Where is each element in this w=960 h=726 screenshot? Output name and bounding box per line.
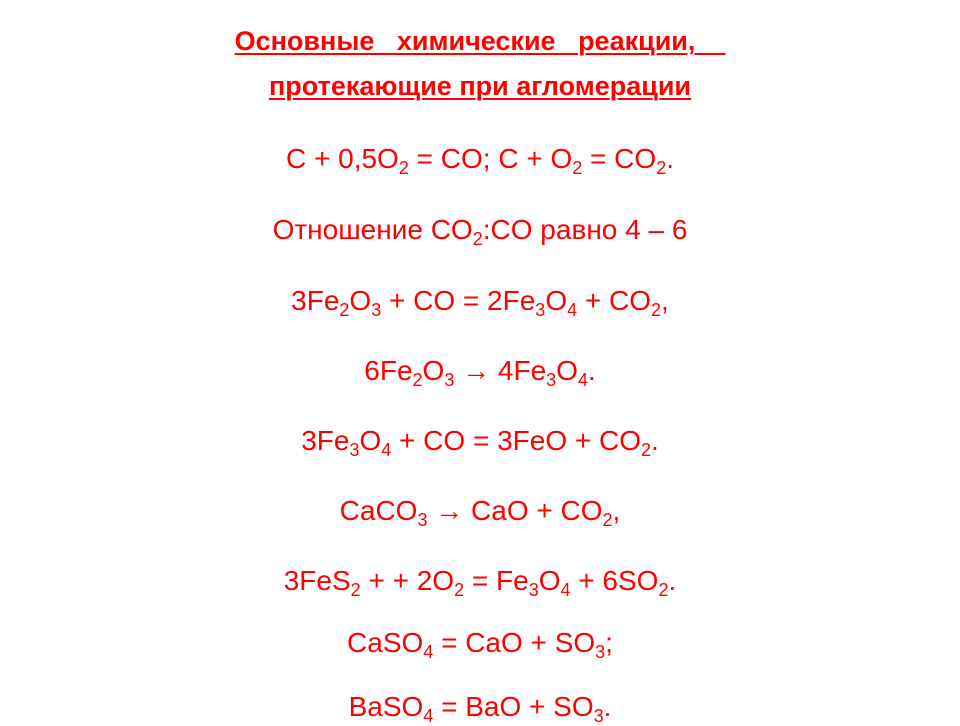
formula-text: :CO равно 4 – 6 <box>482 214 688 245</box>
subscript: 2 <box>350 580 361 600</box>
reaction-line <box>0 213 960 247</box>
formula-text: = CaO + SO <box>433 627 596 658</box>
subscript: 2 <box>658 580 669 600</box>
formula-text: 3FeS <box>283 565 351 596</box>
formula-text: Отношение CO <box>272 214 473 245</box>
formula-text: . <box>603 691 612 722</box>
reaction-line <box>0 354 960 388</box>
subscript: 2 <box>398 158 409 178</box>
formula-text: . <box>651 425 659 456</box>
subscript: 3 <box>535 300 546 320</box>
subscript: 2 <box>572 158 583 178</box>
formula-text: O <box>349 285 372 316</box>
slide-title-line-2: протекающие при агломерации <box>268 71 692 101</box>
formula-text: , <box>612 495 621 526</box>
subscript: 3 <box>528 580 539 600</box>
formula-text: = BaO + SO <box>433 691 594 722</box>
subscript: 4 <box>423 706 434 726</box>
formula-text: = CO; C + O <box>408 143 573 174</box>
subscript: 2 <box>656 158 667 178</box>
formula-text: O <box>545 285 568 316</box>
subscript: 4 <box>577 370 588 390</box>
formula-text: + + 2O <box>360 565 455 596</box>
slide-title-line-1: Основные химические реакции, <box>234 26 726 56</box>
formula-text: 3Fe <box>291 285 340 316</box>
reaction-line <box>0 626 960 660</box>
formula-text: = Fe <box>464 565 529 596</box>
reaction-line <box>0 690 960 724</box>
formula-text: + 6SO <box>570 565 659 596</box>
reaction-line <box>0 424 960 458</box>
formula-text: + CO <box>577 285 652 316</box>
reaction-line <box>0 494 960 528</box>
subscript: 2 <box>412 370 423 390</box>
formula-text: O <box>556 355 578 386</box>
subscript: 3 <box>546 370 557 390</box>
subscript: 4 <box>560 580 571 600</box>
formula-text: CaCO <box>339 495 418 526</box>
subscript: 3 <box>349 440 360 460</box>
subscript: 3 <box>444 370 455 390</box>
formula-text: 6Fe <box>364 355 413 386</box>
formula-text: 3Fe <box>301 425 350 456</box>
formula-text: + CO = 3FeO + CO <box>391 425 642 456</box>
reaction-line <box>0 284 960 318</box>
formula-text: . <box>587 355 596 386</box>
formula-text: , <box>661 285 669 316</box>
formula-text: ; <box>605 627 613 658</box>
subscript: 4 <box>567 300 578 320</box>
formula-text: O <box>422 355 445 386</box>
subscript: 2 <box>339 300 350 320</box>
subscript: 3 <box>593 706 604 726</box>
formula-text: + CO = 2Fe <box>381 285 536 316</box>
formula-text: O <box>538 565 561 596</box>
subscript: 2 <box>472 229 483 249</box>
formula-text: BaSO <box>348 691 424 722</box>
subscript: 2 <box>454 580 465 600</box>
subscript: 3 <box>371 300 382 320</box>
subscript: 3 <box>595 642 606 662</box>
formula-text: CaSO <box>347 627 424 658</box>
subscript: 4 <box>423 642 434 662</box>
formula-text: . <box>666 143 674 174</box>
formula-text: O <box>359 425 382 456</box>
reaction-line <box>0 142 960 176</box>
formula-text: . <box>668 565 677 596</box>
formula-text: → CaO + CO <box>427 495 603 526</box>
subscript: 3 <box>417 510 428 530</box>
formula-text: → 4Fe <box>454 355 547 386</box>
formula-text: = CO <box>582 143 657 174</box>
subscript: 2 <box>651 300 662 320</box>
reaction-line <box>0 564 960 598</box>
subscript: 2 <box>641 440 652 460</box>
formula-text: C + 0,5O <box>286 143 399 174</box>
subscript: 4 <box>381 440 392 460</box>
subscript: 2 <box>602 510 613 530</box>
